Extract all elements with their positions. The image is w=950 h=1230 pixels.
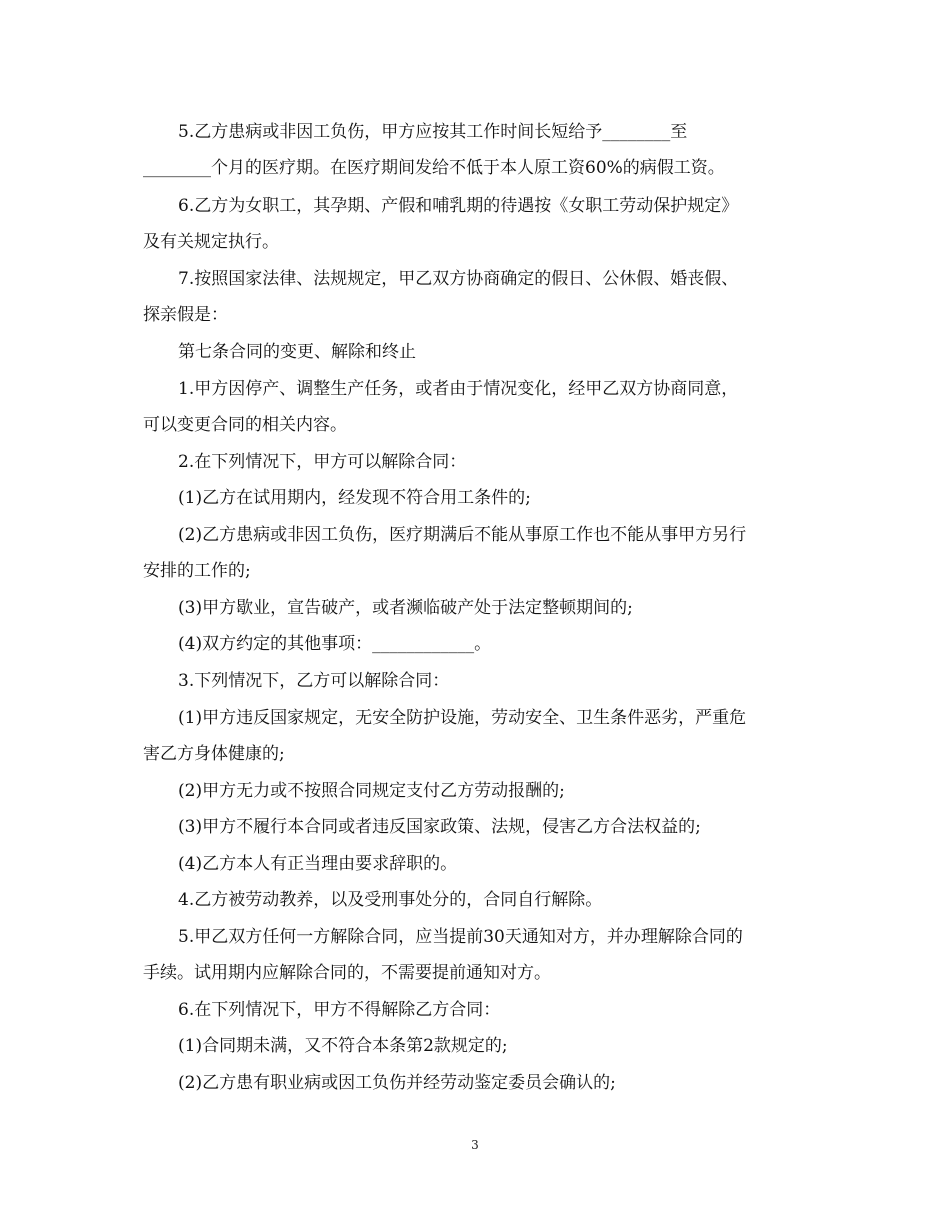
paragraph-line: 手续。试用期内应解除合同的，不需要提前通知对方。 (143, 963, 551, 983)
paragraph-line: (1)乙方在试用期内，经发现不符合用工条件的; (178, 488, 531, 508)
paragraph-line: 4.乙方被劳动教养，以及受刑事处分的，合同自行解除。 (178, 890, 603, 910)
paragraph-line: 6.乙方为女职工，其孕期、产假和哺乳期的待遇按《女职工劳动保护规定》 (178, 196, 739, 216)
paragraph-line: (2)甲方无力或不按照合同规定支付乙方劳动报酬的; (178, 781, 565, 801)
paragraph-line: (4)双方约定的其他事项：____________。 (178, 634, 492, 654)
paragraph-line: 3.下列情况下，乙方可以解除合同： (178, 671, 450, 691)
paragraph-line: (3)甲方不履行本合同或者违反国家政策、法规，侵害乙方合法权益的; (178, 817, 701, 837)
paragraph-line: 2.在下列情况下，甲方可以解除合同： (178, 452, 467, 472)
paragraph-line: 探亲假是： (143, 305, 228, 325)
paragraph-line: (1)合同期未满，又不符合本条第2款规定的; (178, 1036, 508, 1056)
paragraph-line: 及有关规定执行。 (143, 232, 279, 252)
paragraph-line: 6.在下列情况下，甲方不得解除乙方合同： (178, 1000, 501, 1020)
paragraph-line: (3)甲方歇业，宣告破产，或者濒临破产处于法定整顿期间的; (178, 598, 633, 618)
paragraph-line: 7.按照国家法律、法规规定，甲乙双方协商确定的假日、公休假、婚丧假、 (178, 269, 739, 289)
paragraph-line: 1.甲方因停产、调整生产任务，或者由于情况变化，经甲乙双方协商同意， (178, 379, 739, 399)
paragraph-line: ________个月的医疗期。在医疗期间发给不低于本人原工资60%的病假工资。 (143, 158, 725, 178)
paragraph-line: 可以变更合同的相关内容。 (143, 415, 347, 435)
paragraph-line: 5.乙方患病或非因工负伤，甲方应按其工作时间长短给予________至 (178, 122, 688, 142)
page-number: 3 (471, 1138, 479, 1152)
paragraph-line: 安排的工作的; (143, 561, 251, 581)
section-heading: 第七条合同的变更、解除和终止 (178, 342, 416, 362)
paragraph-line: (2)乙方患有职业病或因工负伤并经劳动鉴定委员会确认的; (178, 1073, 616, 1093)
paragraph-line: (2)乙方患病或非因工负伤，医疗期满后不能从事原工作也不能从事甲方另行 (178, 525, 747, 545)
paragraph-line: 害乙方身体健康的; (143, 744, 285, 764)
paragraph-line: 5.甲乙双方任何一方解除合同，应当提前30天通知对方，并办理解除合同的 (178, 927, 743, 947)
paragraph-line: (1)甲方违反国家规定，无安全防护设施，劳动安全、卫生条件恶劣，严重危 (178, 708, 747, 728)
paragraph-line: (4)乙方本人有正当理由要求辞职的。 (178, 854, 458, 874)
